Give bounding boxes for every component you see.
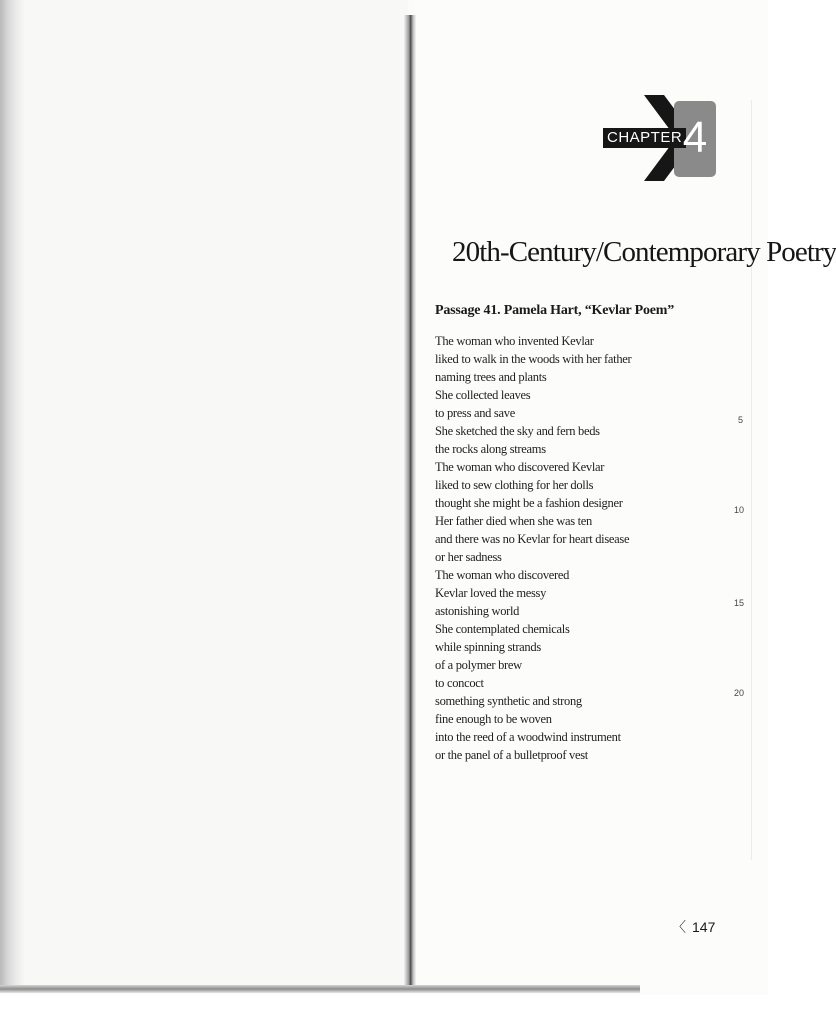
book-edge-shadow [0, 0, 24, 992]
poem-line: while spinning strands [435, 640, 541, 654]
page-margin-line [751, 100, 752, 860]
poem-line: She collected leaves [435, 388, 531, 402]
poem-line: the rocks along streams [435, 442, 546, 456]
book-gutter [404, 15, 416, 993]
chapter-label: CHAPTER [603, 128, 686, 148]
page-number-value: 147 [692, 919, 716, 935]
line-number: 20 [734, 688, 745, 698]
poem-line: and there was no Kevlar for heart disease [435, 532, 630, 546]
poem-line: of a polymer brew [435, 658, 522, 672]
passage-heading: Passage 41. Pamela Hart, “Kevlar Poem” [435, 303, 675, 318]
line-number: 10 [734, 505, 745, 515]
poem-line: or her sadness [435, 550, 502, 564]
line-number: 5 [738, 415, 744, 425]
poem-line: into the reed of a woodwind instrument [435, 730, 621, 744]
chevron-left-icon: 〈 [672, 919, 686, 935]
page-bottom-shadow [0, 985, 640, 993]
poem-line: or the panel of a bulletproof vest [435, 748, 588, 762]
poem-line: liked to sew clothing for her dolls [435, 478, 594, 492]
poem-line: The woman who discovered [435, 568, 570, 582]
page-number [672, 917, 715, 937]
line-number: 15 [734, 598, 745, 608]
poem-line: astonishing world [435, 604, 520, 618]
page-title: 20th-Century/Contemporary Poetry [452, 236, 836, 268]
poem-line: She contemplated chemicals [435, 622, 570, 636]
poem-line: thought she might be a fashion designer [435, 496, 623, 510]
poem-line: The woman who discovered Kevlar [435, 460, 605, 474]
poem-line: to press and save [435, 406, 515, 420]
poem-line: to concoct [435, 676, 484, 690]
poem-line: Her father died when she was ten [435, 514, 593, 528]
poem-line: something synthetic and strong [435, 694, 582, 708]
poem-text [435, 332, 631, 764]
left-page-blank [24, 0, 408, 990]
chapter-number: 4 [682, 113, 708, 162]
poem-line: liked to walk in the woods with her father [435, 352, 632, 366]
poem-line: naming trees and plants [435, 370, 547, 384]
poem-line: Kevlar loved the messy [435, 586, 547, 600]
poem-line: fine enough to be woven [435, 712, 552, 726]
poem-line: The woman who invented Kevlar [435, 334, 594, 348]
poem-line: She sketched the sky and fern beds [435, 424, 600, 438]
